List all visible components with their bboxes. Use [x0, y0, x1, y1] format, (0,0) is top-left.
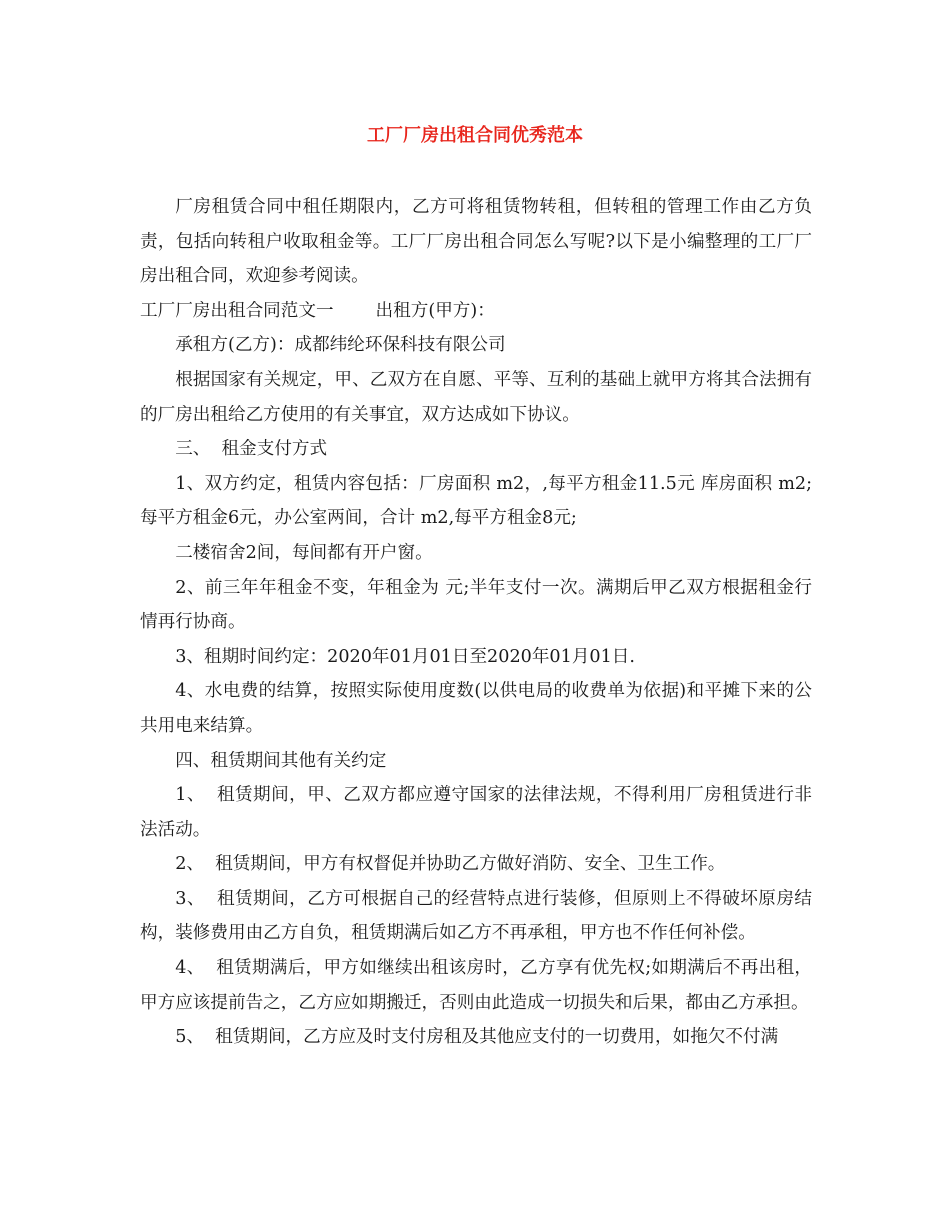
clause-paragraph: 2、 租赁期间，甲方有权督促并协助乙方做好消防、安全、卫生工作。: [175, 854, 726, 875]
intro-paragraph: 厂房租赁合同中租任期限内，乙方可将租赁物转租，但转租的管理工作由乙方负责，包括向转租户收取租金等。工厂厂房出租合同怎么写呢?以下是小编整理的工厂厂房出租合同，欢迎参考阅读。: [140, 197, 812, 287]
clause-paragraph: 4、 租赁期满后，甲方如继续出租该房时，乙方享有优先权;如期满后不再出租，甲方应该提前告之，乙方应如期搬迁，否则由此造成一切损失和后果，都由乙方承担。: [140, 958, 812, 1013]
document-title: 工厂厂房出租合同优秀范本: [367, 125, 583, 146]
document-body: [140, 190, 812, 1055]
lessor-label: 出租方(甲方)：: [375, 300, 495, 321]
section-heading-other: 四、租赁期间其他有关约定: [175, 750, 387, 771]
clause-paragraph: 二楼宿舍2间，每间都有开户窗。: [175, 542, 433, 563]
clause-paragraph: 1、双方约定，租赁内容包括：厂房面积 m2，,每平方租金11.5元 库房面积 m2;每平方租金6元，办公室两间，合计 m2,每平方租金8元;: [140, 473, 812, 529]
clause-paragraph: 1、 租赁期间，甲、乙双方都应遵守国家的法律法规，不得利用厂房租赁进行非法活动。: [140, 785, 812, 840]
sample-heading-line: [140, 294, 812, 329]
clause-paragraph: 4、水电费的结算，按照实际使用度数(以供电局的收费单为依据)和平摊下来的公共用电来结算。: [140, 681, 812, 736]
lessee-line: 承租方(乙方)：成都纬纶环保科技有限公司: [175, 335, 506, 356]
agreement-preamble: 根据国家有关规定，甲、乙双方在自愿、平等、互利的基础上就甲方将其合法拥有的厂房出租给乙方使用的有关事宜，双方达成如下协议。: [140, 369, 812, 425]
clause-paragraph: 3、 租赁期间，乙方可根据自己的经营特点进行装修，但原则上不得破坏原房结构，装修费用由乙方自负，租赁期满后如乙方不再承租，甲方也不作任何补偿。: [140, 888, 812, 944]
section-heading-rent: 三、 租金支付方式: [175, 439, 328, 460]
sample-heading: 工厂厂房出租合同范文一: [140, 300, 334, 321]
clause-paragraph: 3、租期时间约定：2020年01月01日至2020年01月01日.: [175, 646, 635, 667]
clause-paragraph: 5、 租赁期间，乙方应及时支付房租及其他应支付的一切费用，如拖欠不付满: [175, 1027, 779, 1048]
clause-paragraph: 2、前三年年租金不变，年租金为 元;半年支付一次。满期后甲乙双方根据租金行情再行协商。: [140, 577, 812, 633]
